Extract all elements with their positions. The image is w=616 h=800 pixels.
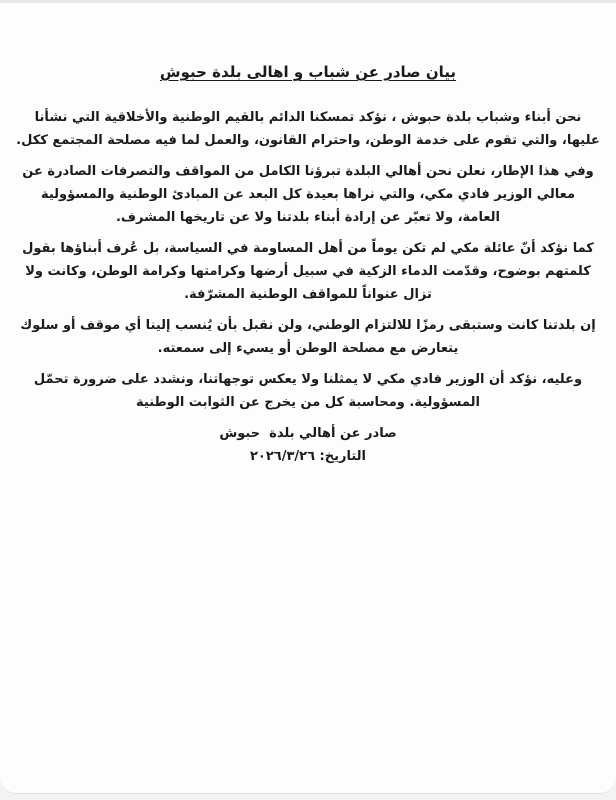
statement-line: تزال عنواناً للمواقف الوطنية المشرّفة. xyxy=(184,287,432,302)
paragraph-town-commitment xyxy=(0,314,616,360)
paragraph-family xyxy=(0,237,616,306)
statement-line: معالي الوزير فادي مكي، والتي نراها بعيدة كل البعد عن المبادئ الوطنية والمسؤولية xyxy=(40,187,576,202)
statement-line: وعليه، نؤكد أن الوزير فادي مكي لا يمثلنا ولا يعكس توجهاتنا، ونشدد على ضرورة تحمّل xyxy=(33,372,583,387)
statement-line: عليها، والتي تقوم على خدمة الوطن، واحترام القانون، والعمل لما فيه مصلحة المجتمع ككل. xyxy=(16,133,600,148)
statement-line: يتعارض مع مصلحة الوطن أو يسيء إلى سمعته. xyxy=(157,341,459,356)
date-line: التاريخ: ٢٠٢٦/٣/٢٦ xyxy=(249,449,367,464)
closing-block xyxy=(0,422,616,468)
statement-line: نحن أبناء وشباب بلدة حبوش ، نؤكد تمسكنا الدائم بالقيم الوطنية والأخلاقية التي نشأنا xyxy=(34,110,582,125)
signature-line: صادر عن أهالي بلدة حبوش xyxy=(219,426,397,441)
paragraph-values xyxy=(0,106,616,152)
paragraph-conclusion xyxy=(0,368,616,414)
document-page xyxy=(0,3,616,794)
statement-line: كلمتهم بوضوح، وقدّمت الدماء الزكية في سبيل أرضها وكرامتها وكرامة الوطن، وكانت ولا xyxy=(25,264,591,279)
statement-line: كما نؤكد أنّ عائلة مكي لم تكن يوماً من أهل المساومة في السياسة، بل عُرف أبناؤها بقول xyxy=(22,241,594,256)
statement-title: بيان صادر عن شباب و اهالى بلدة حبوش xyxy=(159,63,457,81)
statement-line: العامة، ولا تعبّر عن إرادة أبناء بلدتنا ولا عن تاريخها المشرف. xyxy=(115,210,501,225)
statement-line: وفي هذا الإطار، نعلن نحن أهالي البلدة تبرؤنا الكامل من المواقف والتصرفات الصادرة عن xyxy=(22,164,594,179)
paragraph-disavowal xyxy=(0,160,616,229)
statement-line: إن بلدتنا كانت وستبقى رمزًا للالتزام الوطني، ولن نقبل بأن يُنسب إلينا أي موقف أو سلوك xyxy=(20,318,596,333)
statement-body xyxy=(0,3,616,468)
statement-line: المسؤولية. ومحاسبة كل من يخرج عن الثوابت الوطنية xyxy=(136,395,480,410)
